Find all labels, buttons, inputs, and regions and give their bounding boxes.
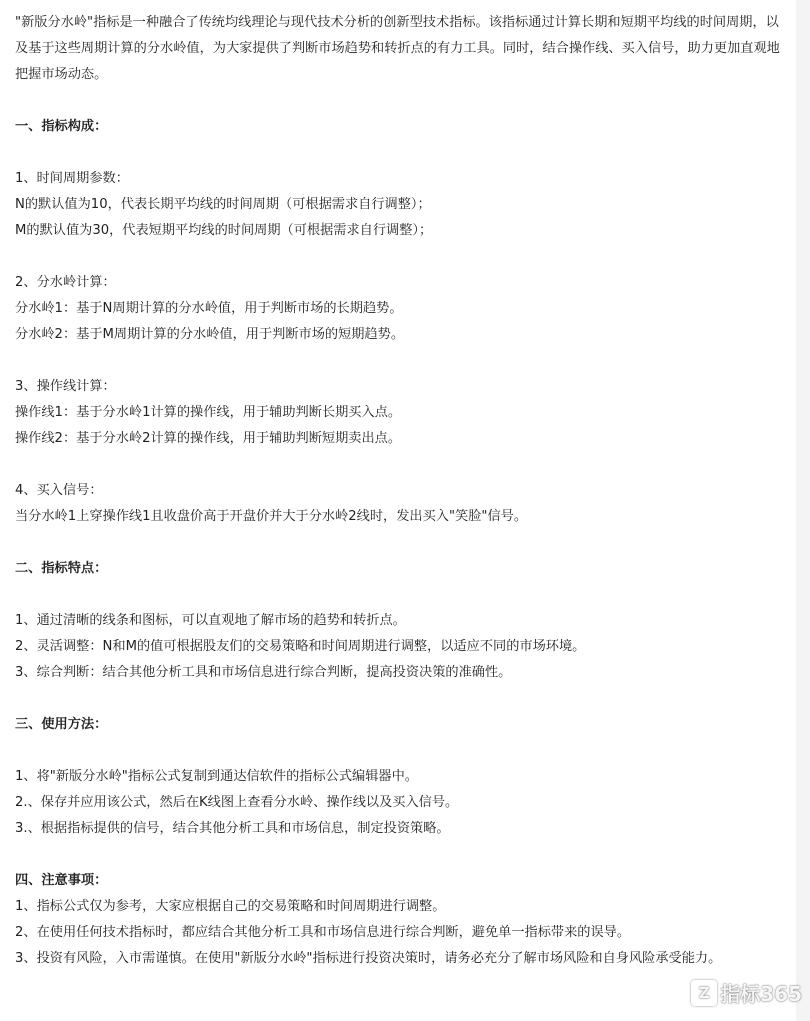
item-title: 3、操作线计算： [15, 379, 116, 394]
item-title: 1、时间周期参数： [15, 171, 129, 186]
item-line: 操作线2：基于分水岭2计算的操作线，用于辅助判断短期卖出点。 [15, 431, 402, 446]
spacer [15, 452, 780, 478]
item-line: 分水岭1：基于N周期计算的分水岭值，用于判断市场的长期趋势。 [15, 301, 403, 316]
list-item: 3.、根据指标提供的信号，结合其他分析工具和市场信息，制定投资策略。 [15, 821, 450, 836]
item-title: 2、分水岭计算： [15, 275, 116, 290]
list-item: 2、在使用任何技术指标时，都应结合其他分析工具和市场信息进行综合判断，避免单一指标带来的误导。 [15, 925, 631, 940]
list-item: 2、灵活调整：N和M的值可根据股友们的交易策略和时间周期进行调整，以适应不同的市场环境。 [15, 639, 586, 654]
intro-paragraph: "新版分水岭"指标是一种融合了传统均线理论与现代技术分析的创新型技术指标。该指标通过计算长期和短期平均线的时间周期，以及基于这些周期计算的分水岭值，为大家提供了判断市场趋势和转折点的有力工具。同时，结合操作线、买入信号，助力更加直观地把握市场动态。 [15, 15, 780, 82]
item-line: 操作线1：基于分水岭1计算的操作线，用于辅助判断长期买入点。 [15, 405, 402, 420]
spacer [15, 842, 780, 868]
spacer [15, 582, 780, 608]
section-heading-features: 二、指标特点： [15, 561, 108, 576]
section-heading-usage: 三、使用方法： [15, 717, 108, 732]
list-item: 1、指标公式仅为参考，大家应根据自己的交易策略和时间周期进行调整。 [15, 899, 446, 914]
watermark-text: 指标365 [720, 982, 802, 1006]
item-title: 4、买入信号： [15, 483, 103, 498]
item-line: N的默认值为10，代表长期平均线的时间周期（可根据需求自行调整）； [15, 197, 431, 212]
list-item: 3、综合判断：结合其他分析工具和市场信息进行综合判断，提高投资决策的准确性。 [15, 665, 512, 680]
list-item: 2.、保存并应用该公式，然后在K线图上查看分水岭、操作线以及买入信号。 [15, 795, 459, 810]
list-item: 1、将"新版分水岭"指标公式复制到通达信软件的指标公式编辑器中。 [15, 769, 418, 784]
list-item: 3、投资有风险，入市需谨慎。在使用"新版分水岭"指标进行投资决策时，请务必充分了解市场风险和自身风险承受能力。 [15, 951, 722, 966]
section-heading-notes: 四、注意事项： [15, 873, 108, 888]
article-body [15, 10, 780, 972]
item-line: 分水岭2：基于M周期计算的分水岭值，用于判断市场的短期趋势。 [15, 327, 405, 342]
spacer [15, 738, 780, 764]
item-line: 当分水岭1上穿操作线1且收盘价高于开盘价并大于分水岭2线时，发出买入"笑脸"信号。 [15, 509, 528, 524]
page-scrollbar-track[interactable] [796, 0, 810, 1021]
item-line: M的默认值为30，代表短期平均线的时间周期（可根据需求自行调整）； [15, 223, 433, 238]
z-logo-icon: Z [691, 980, 717, 1006]
spacer [15, 530, 780, 556]
section-heading-composition: 一、指标构成： [15, 119, 108, 134]
site-watermark [691, 978, 802, 1007]
spacer [15, 686, 780, 712]
spacer [15, 88, 780, 114]
spacer [15, 244, 780, 270]
list-item: 1、通过清晰的线条和图标，可以直观地了解市场的趋势和转折点。 [15, 613, 406, 628]
spacer [15, 348, 780, 374]
spacer [15, 140, 780, 166]
